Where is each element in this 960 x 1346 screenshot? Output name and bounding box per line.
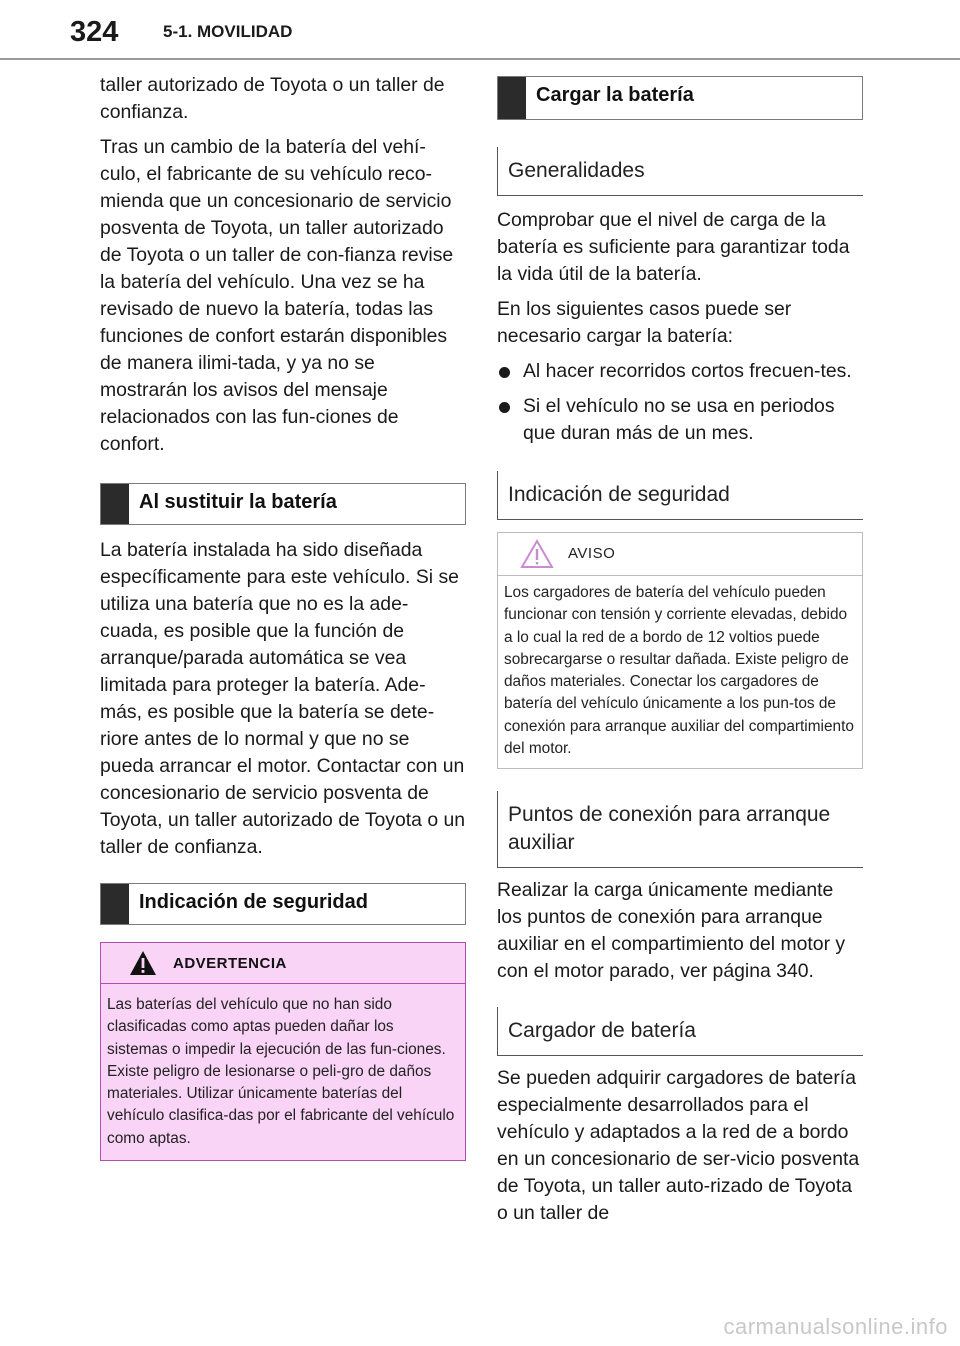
subheading-jump-points: Puntos de conexión para arranque auxiliar <box>497 791 863 868</box>
bullet-icon <box>499 367 510 378</box>
subheading-general: Generalidades <box>497 147 863 196</box>
section-heading-safety <box>100 883 466 925</box>
intro-paragraph-1: taller autorizado de Toyota o un taller de confianza. <box>100 74 445 123</box>
warning-triangle-icon <box>129 950 157 976</box>
section-heading-charge-battery <box>497 76 863 120</box>
notice-label: AVISO <box>568 545 616 562</box>
list-item <box>497 393 863 447</box>
list-item-text: Si el vehículo no se usa en periodos que duran más de un mes. <box>523 395 835 444</box>
section-heading-replace-battery <box>100 483 466 525</box>
section-heading-bar <box>101 884 129 924</box>
right-column <box>497 76 863 1235</box>
page-number: 324 <box>70 16 119 48</box>
charger-paragraph: Se pueden adquirir cargadores de batería especialmente desarrollados para el vehículo y adaptados a la red de a bordo en un concesionario de ser-vicio posventa de Toyota, un taller auto-rizado de Toyota o un taller de <box>497 1067 860 1225</box>
jump-points-paragraph: Realizar la carga únicamente mediante los puntos de conexión para arranque auxiliar en el compartimiento del motor y con el motor parado, ver página 340. <box>497 879 846 983</box>
bullet-icon <box>499 402 510 413</box>
section-heading-text: Al sustituir la batería <box>139 491 337 513</box>
page-header <box>0 0 960 60</box>
warning-box <box>100 942 466 1161</box>
notice-box <box>497 532 863 769</box>
list-item-text: Al hacer recorridos cortos frecuen-tes. <box>523 360 852 382</box>
section-heading-text: Cargar la batería <box>536 84 694 106</box>
section-heading-text: Indicación de seguridad <box>139 891 368 913</box>
watermark: carmanualsonline.info <box>723 1314 948 1339</box>
left-column <box>100 72 466 1161</box>
notice-header <box>498 533 862 576</box>
subheading-charger: Cargador de batería <box>497 1007 863 1056</box>
warning-header <box>101 943 465 984</box>
chapter-title: 5-1. MOVILIDAD <box>163 22 293 41</box>
list-item <box>497 358 863 385</box>
general-paragraph-1: Comprobar que el nivel de carga de la batería es suficiente para garantizar toda la vida útil de la batería. <box>497 209 850 285</box>
subheading-safety: Indicación de seguridad <box>497 471 863 520</box>
section-heading-bar <box>101 484 129 524</box>
replace-battery-paragraph: La batería instalada ha sido diseñada específicamente para este vehículo. Si se utiliza una batería que no es la ade-cuada, es posible que la función de arranque/parada automática se vea limitada para proteger la batería. Ade-más, es posible que la batería se dete-riore antes de lo normal y que no se pueda arrancar el motor. Contactar con un concesionario de servicio posventa de Toyota, un taller autorizado de Toyota o un taller de confianza. <box>100 539 466 858</box>
notice-text: Los cargadores de batería del vehículo pueden funcionar con tensión y corriente elevadas, debido a lo cual la red de a bordo de 12 voltios puede sobrecargarse o resultar dañada. Existe peligro de daños materiales. Conectar los cargadores de batería del vehículo únicamente a los pun-tos de conexión para arranque auxiliar del compartimiento del motor. <box>504 584 854 758</box>
warning-label: ADVERTENCIA <box>173 955 287 972</box>
general-paragraph-2: En los siguientes casos puede ser necesario cargar la batería: <box>497 298 792 347</box>
section-heading-bar <box>498 77 526 119</box>
intro-paragraph-2: Tras un cambio de la batería del vehí-culo, el fabricante de su vehículo reco-mienda que un concesionario de servicio posventa de Toyota, un taller autorizado de Toyota o un taller de con-fianza revise la batería del vehículo. Una vez se ha revisado de nuevo la batería, todas las funciones de confort estarán disponibles de manera ilimi-tada, y ya no se mostrarán los avisos del mensaje relacionados con las fun-ciones de confort. <box>100 136 454 455</box>
caution-triangle-icon <box>520 539 554 569</box>
header-divider <box>0 58 960 60</box>
warning-text: Las baterías del vehículo que no han sido clasificadas como aptas pueden dañar los sistemas o impedir la ejecución de las fun-ciones. Existe peligro de lesionarse o peli-gro de daños materiales. Utilizar únicamente baterías del vehículo clasifica-das por el fabricante del vehículo como aptas. <box>107 996 455 1147</box>
